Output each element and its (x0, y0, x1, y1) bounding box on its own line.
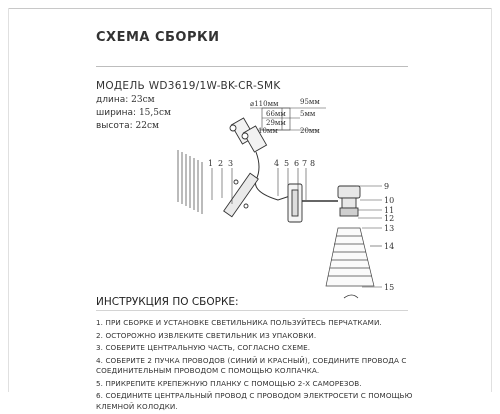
instruction-step: 2. ОСТОРОЖНО ИЗВЛЕКИТЕ СВЕТИЛЬНИК ИЗ УПАКОВКИ. (96, 330, 317, 340)
wall-hatching (178, 150, 202, 214)
part-number-1: 1 (208, 159, 214, 168)
instructions-title: ИНСТРУКЦИЯ ПО СБОРКЕ: (96, 296, 239, 308)
terminal-block (230, 118, 267, 152)
canopy-base (288, 184, 302, 222)
instruction-step: 5. ПРИКРЕПИТЕ КРЕПЕЖНУЮ ПЛАНКУ С ПОМОЩЬЮ 2-Х САМОРЕЗОВ. (96, 378, 362, 388)
glass-shade (326, 228, 374, 286)
part-number-9: 9 (384, 182, 390, 191)
spec-height-value: 22см (135, 121, 160, 131)
instruction-step: 3. СОБЕРИТЕ ЦЕНТРАЛЬНУЮ ЧАСТЬ, СОГЛАСНО СХЕМЕ. (96, 343, 311, 352)
part-number-11: 11 (384, 206, 395, 215)
part-number-8: 8 (310, 159, 316, 168)
instruction-step: 1. ПРИ СБОРКЕ И УСТАНОВКЕ СВЕТИЛЬНИКА ПОЛЬЗУЙТЕСЬ ПЕРЧАТКАМИ. (96, 318, 382, 327)
spec-height-label: высота: (96, 121, 133, 131)
part-number-4: 4 (274, 159, 280, 168)
spec-length-value: 23см (131, 95, 155, 105)
part-number-14: 14 (384, 242, 395, 251)
model-number: МОДЕЛЬ WD3619/1W-BK-CR-SMK (96, 80, 281, 92)
spec-width-label: ширина: (96, 108, 137, 118)
dim-diameter-110: ⌀110мм (250, 100, 279, 108)
part-number-12: 12 (384, 214, 395, 223)
spec-length-label: длина: (96, 95, 129, 105)
part-number-13: 13 (384, 224, 395, 233)
part-number-6: 6 (294, 159, 300, 168)
part-number-3: 3 (228, 159, 234, 168)
dim-5: 5мм (300, 110, 316, 118)
dim-10: 10мм (258, 127, 278, 135)
page-title: СХЕМА СБОРКИ (96, 30, 220, 45)
dim-95: 95мм (300, 98, 320, 106)
lamp-holder (338, 186, 360, 216)
part-number-15: 15 (384, 283, 395, 292)
spec-width-value: 15,5см (138, 108, 172, 118)
bulb-rotate-icon (344, 295, 358, 298)
part-number-2: 2 (218, 159, 224, 168)
mounting-plate (224, 173, 259, 216)
instruction-step: 4. СОБЕРИТЕ 2 ПУЧКА ПРОВОДОВ (СИНИЙ И КРАСНЫЙ), СОЕДИНИТЕ ПРОВОДА С СОЕДИНИТЕЛЬНЫМ ПРОВОДОМ С ПОМОЩЬЮ КОЛПАЧКА. (96, 355, 407, 375)
part-number-10: 10 (384, 196, 395, 205)
dim-29: 29мм (266, 119, 286, 127)
part-number-7: 7 (302, 159, 308, 168)
instruction-step: 6. СОЕДИНИТЕ ЦЕНТРАЛЬНЫЙ ПРОВОД С ПРОВОДОМ ЭЛЕКТРОСЕТИ С ПОМОЩЬЮ КЛЕМНОЙ КОЛОДКИ. (96, 391, 413, 411)
dim-20: 20мм (300, 127, 320, 135)
part-number-5: 5 (284, 159, 290, 168)
instructions-divider (96, 310, 408, 311)
dim-66: 66мм (266, 110, 286, 118)
